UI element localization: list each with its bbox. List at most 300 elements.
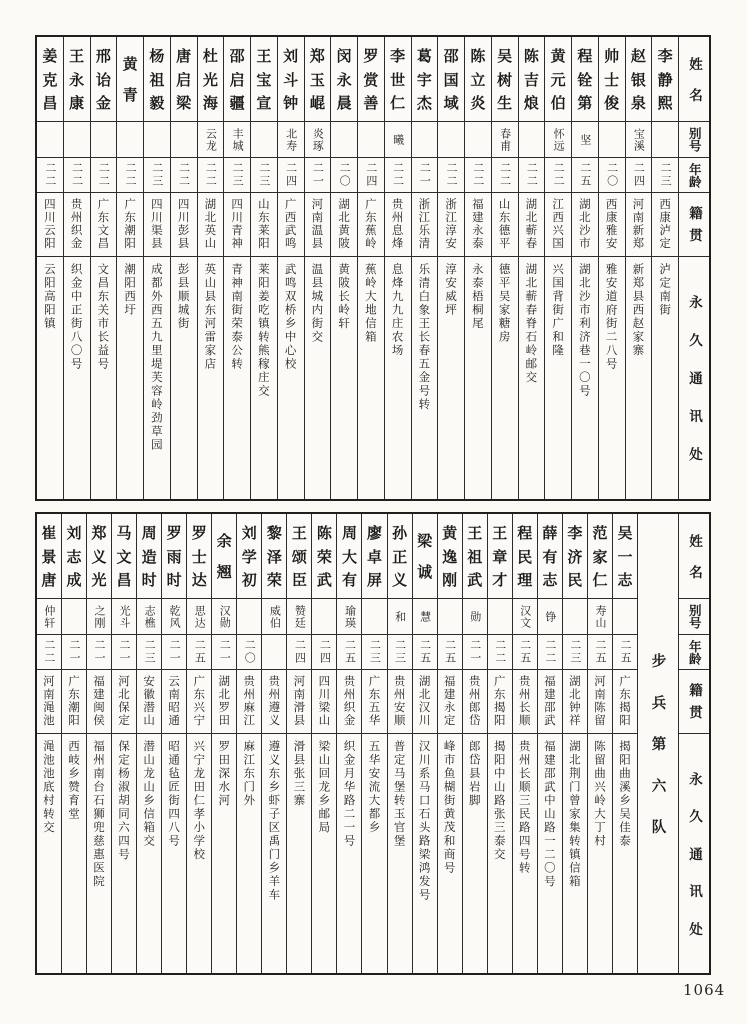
header-name-label: 姓 名 <box>686 57 702 101</box>
person-origin: 湖北汉川 <box>413 669 437 733</box>
person-origin: 贵州遵义 <box>262 669 286 733</box>
person-column <box>387 514 412 973</box>
person-column <box>250 37 277 499</box>
person-name: 唐 启 梁 <box>174 48 193 110</box>
person-column <box>487 514 512 973</box>
person-column <box>437 37 464 499</box>
person-origin: 贵州织金 <box>64 192 90 256</box>
header-origin-label: 籍 贯 <box>679 192 709 256</box>
person-address: 五华安流大都乡 <box>362 733 386 973</box>
person-alias <box>37 121 63 157</box>
person-origin: 西康泸定 <box>652 192 678 256</box>
person-name: 李 世 仁 <box>388 48 407 110</box>
person-origin: 广东兴宁 <box>187 669 211 733</box>
person-alias <box>613 598 637 634</box>
person-address: 青神南街荣泰公转 <box>224 256 250 499</box>
person-name: 葛 宇 杰 <box>414 48 433 110</box>
person-column <box>651 37 678 499</box>
person-column <box>186 514 211 973</box>
person-column <box>223 37 250 499</box>
person-column <box>587 514 612 973</box>
person-address: 福建邵武中山路一二〇号 <box>538 733 562 973</box>
person-column <box>412 514 437 973</box>
person-column <box>143 37 170 499</box>
person-age: 二五 <box>588 634 612 669</box>
person-column <box>136 514 161 973</box>
person-column <box>116 37 143 499</box>
person-alias: 北寿 <box>278 121 304 157</box>
person-alias <box>362 598 386 634</box>
person-column <box>462 514 487 973</box>
person-alias: 志樵 <box>137 598 161 634</box>
person-origin: 广东潮阳 <box>62 669 86 733</box>
person-alias <box>412 121 438 157</box>
person-alias: 光斗 <box>112 598 136 634</box>
person-name: 吴 一 志 <box>615 525 634 587</box>
person-address: 福州南台石狮兜慈惠医院 <box>87 733 111 973</box>
person-age: 二二 <box>519 157 545 192</box>
person-alias <box>62 598 86 634</box>
person-column <box>361 514 386 973</box>
table-bottom-columns <box>37 514 709 973</box>
person-alias <box>488 598 512 634</box>
person-address: 武鸣双桥乡中心校 <box>278 256 304 499</box>
person-alias <box>519 121 545 157</box>
person-name: 程 民 理 <box>515 525 534 587</box>
person-alias <box>438 598 462 634</box>
header-origin-label: 籍 贯 <box>679 669 709 733</box>
person-origin: 浙江乐清 <box>412 192 438 256</box>
person-column <box>437 514 462 973</box>
person-origin: 浙江淳安 <box>438 192 464 256</box>
person-alias <box>563 598 587 634</box>
person-age: 二二 <box>117 157 143 192</box>
person-name: 王 章 才 <box>490 525 509 587</box>
person-alias: 云龙 <box>198 121 224 157</box>
person-address: 云阳高阳镇 <box>37 256 63 499</box>
header-age-label: 年龄 <box>679 157 709 192</box>
person-address: 普定马堡转玉官堡 <box>388 733 412 973</box>
person-name: 范 家 仁 <box>590 525 609 587</box>
person-origin: 山东德平 <box>492 192 518 256</box>
person-address: 泸定南街 <box>652 256 678 499</box>
person-age: 二一 <box>305 157 331 192</box>
person-origin: 湖北英山 <box>198 192 224 256</box>
person-address: 温县城内街交 <box>305 256 331 499</box>
person-origin: 贵州息烽 <box>385 192 411 256</box>
person-age: 二一 <box>212 634 236 669</box>
person-address: 西岐乡赞育堂 <box>62 733 86 973</box>
person-name: 黄 青 <box>120 56 139 102</box>
person-alias <box>465 121 491 157</box>
person-age: 二五 <box>337 634 361 669</box>
person-column <box>464 37 491 499</box>
person-origin: 福建邵武 <box>538 669 562 733</box>
person-column <box>336 514 361 973</box>
person-name: 王 宝 宣 <box>254 48 273 110</box>
person-origin: 四川云阳 <box>37 192 63 256</box>
person-origin: 贵州安顺 <box>388 669 412 733</box>
person-alias: 曦 <box>385 121 411 157</box>
person-column <box>612 514 637 973</box>
person-alias: 汉文 <box>513 598 537 634</box>
person-address: 息烽九九庄农场 <box>385 256 411 499</box>
person-name: 罗 士 达 <box>189 525 208 587</box>
person-name: 周 造 时 <box>139 525 158 587</box>
person-origin: 贵州郎岱 <box>463 669 487 733</box>
person-name: 陈 荣 武 <box>314 525 333 587</box>
person-column <box>63 37 90 499</box>
person-name: 黄 逸 刚 <box>440 525 459 587</box>
header-address-label: 永 久 通 讯 处 <box>679 256 709 499</box>
person-column <box>304 37 331 499</box>
person-column <box>37 37 63 499</box>
person-name: 邵 启 疆 <box>227 48 246 110</box>
person-alias <box>117 121 143 157</box>
register-table-top <box>35 35 711 501</box>
person-age: 二四 <box>278 157 304 192</box>
person-address: 峰市鱼楜街黄茂和商号 <box>438 733 462 973</box>
person-address: 织金中正街八〇号 <box>64 256 90 499</box>
person-name: 廖 卓 屏 <box>365 525 384 587</box>
person-alias: 赞廷 <box>287 598 311 634</box>
person-age: 二〇 <box>237 634 261 669</box>
person-age: 二一 <box>412 157 438 192</box>
person-address: 新郑县西赵家寨 <box>626 256 652 499</box>
person-origin: 西康雅安 <box>599 192 625 256</box>
person-origin: 湖北罗田 <box>212 669 236 733</box>
person-alias: 春甫 <box>492 121 518 157</box>
header-address-label: 永 久 通 讯 处 <box>679 733 709 973</box>
person-alias <box>64 121 90 157</box>
person-age: 二四 <box>312 634 336 669</box>
person-address: 揭阳曲溪乡吴佳泰 <box>613 733 637 973</box>
person-column <box>598 37 625 499</box>
person-origin: 河北保定 <box>112 669 136 733</box>
section-divider-column <box>637 514 678 973</box>
person-age: 二一 <box>463 634 487 669</box>
person-address: 贵州长顺三民路四号转 <box>513 733 537 973</box>
person-name: 余 翘 <box>214 533 233 579</box>
person-column <box>625 37 652 499</box>
person-age: 二五 <box>187 634 211 669</box>
person-address: 乐清白象王长春五金号转 <box>412 256 438 499</box>
person-age: 二四 <box>358 157 384 192</box>
person-column <box>111 514 136 973</box>
person-alias <box>358 121 384 157</box>
person-name: 王 祖 武 <box>465 525 484 587</box>
person-name: 刘 志 成 <box>64 525 83 587</box>
person-address: 梁山回龙乡邮局 <box>312 733 336 973</box>
person-column <box>311 514 336 973</box>
page-number: 1064 <box>683 981 726 999</box>
person-age: 二〇 <box>331 157 357 192</box>
person-origin: 河南新郑 <box>626 192 652 256</box>
person-age: 二五 <box>438 634 462 669</box>
header-name-label: 姓 名 <box>686 534 702 578</box>
person-name: 罗 雨 时 <box>164 525 183 587</box>
person-address: 兴宁龙田仁孝小学校 <box>187 733 211 973</box>
person-address: 渑池池底村转交 <box>37 733 61 973</box>
person-column <box>261 514 286 973</box>
person-age: 二五 <box>513 634 537 669</box>
person-alias: 威伯 <box>262 598 286 634</box>
person-age: 二二 <box>465 157 491 192</box>
register-table-bottom <box>35 512 711 975</box>
person-origin: 河南渑池 <box>37 669 61 733</box>
person-alias: 瑜瑛 <box>337 598 361 634</box>
person-origin: 福建永泰 <box>465 192 491 256</box>
person-name: 赵 银 泉 <box>628 48 647 110</box>
person-alias: 坚 <box>572 121 598 157</box>
person-name: 邢 诒 金 <box>93 48 112 110</box>
person-name: 梁 诚 <box>415 533 434 579</box>
person-column <box>571 37 598 499</box>
table-top-columns <box>37 37 709 499</box>
person-address: 湖北蕲春脊石岭邮交 <box>519 256 545 499</box>
person-alias: 慧 <box>413 598 437 634</box>
person-name: 王 永 康 <box>67 48 86 110</box>
person-name: 崔 景 唐 <box>39 525 58 587</box>
person-alias <box>652 121 678 157</box>
person-name: 刘 斗 钟 <box>281 48 300 110</box>
person-origin: 贵州麻江 <box>237 669 261 733</box>
person-alias: 之刚 <box>87 598 111 634</box>
person-alias <box>312 598 336 634</box>
person-address: 陈留曲兴岭大丁村 <box>588 733 612 973</box>
person-address: 昭通毡匠街四八号 <box>162 733 186 973</box>
person-origin: 湖北蕲春 <box>519 192 545 256</box>
person-name: 杜 光 海 <box>200 48 219 110</box>
person-address: 罗田深水河 <box>212 733 236 973</box>
person-address: 麻江东门外 <box>237 733 261 973</box>
person-address: 郎岱县岩脚 <box>463 733 487 973</box>
person-address: 潜山龙山乡信箱交 <box>137 733 161 973</box>
person-origin: 湖北沙市 <box>572 192 598 256</box>
person-alias: 仲轩 <box>37 598 61 634</box>
person-name: 程 铨 第 <box>575 48 594 110</box>
person-name: 周 大 有 <box>339 525 358 587</box>
header-age-label: 年龄 <box>679 634 709 669</box>
person-name: 姜 克 昌 <box>40 48 59 110</box>
person-name: 郑 玉 崐 <box>307 48 326 110</box>
person-origin: 河南陈留 <box>588 669 612 733</box>
person-name: 吴 树 生 <box>495 48 514 110</box>
person-age <box>262 634 286 669</box>
person-alias: 铮 <box>538 598 562 634</box>
person-column <box>384 37 411 499</box>
person-name: 马 文 昌 <box>114 525 133 587</box>
person-origin: 四川彭县 <box>171 192 197 256</box>
person-name: 罗 赏 善 <box>361 48 380 110</box>
person-name: 杨 祖 毅 <box>147 48 166 110</box>
person-address: 英山县东河雷家店 <box>198 256 224 499</box>
person-column <box>491 37 518 499</box>
person-origin: 安徽潜山 <box>137 669 161 733</box>
person-origin: 广东揭阳 <box>613 669 637 733</box>
person-column <box>90 37 117 499</box>
person-origin: 江西兴国 <box>545 192 571 256</box>
person-alias <box>599 121 625 157</box>
person-origin: 广西武鸣 <box>278 192 304 256</box>
person-address: 遵义东乡虾子区禹门乡羊车 <box>262 733 286 973</box>
person-age: 二二 <box>91 157 117 192</box>
person-origin: 四川梁山 <box>312 669 336 733</box>
person-origin: 广东揭阳 <box>488 669 512 733</box>
person-column <box>544 37 571 499</box>
person-name: 邵 国 域 <box>441 48 460 110</box>
table-bottom-header-column <box>678 514 709 973</box>
person-age: 二二 <box>171 157 197 192</box>
person-age: 二四 <box>287 634 311 669</box>
person-address: 雅安道府街二八号 <box>599 256 625 499</box>
person-origin: 福建永定 <box>438 669 462 733</box>
person-origin: 四川渠县 <box>144 192 170 256</box>
person-age: 二五 <box>613 634 637 669</box>
person-alias <box>251 121 277 157</box>
person-column <box>330 37 357 499</box>
person-origin: 河南滑县 <box>287 669 311 733</box>
person-age: 二二 <box>385 157 411 192</box>
header-alias-label: 别号 <box>679 598 709 634</box>
section-label: 步 兵 第 六 队 <box>649 653 667 834</box>
person-column <box>357 37 384 499</box>
person-name: 王 颂 臣 <box>289 525 308 587</box>
person-origin: 云南昭通 <box>162 669 186 733</box>
person-address: 蕉岭大地信箱 <box>358 256 384 499</box>
person-age: 二二 <box>64 157 90 192</box>
person-name: 孙 正 义 <box>390 525 409 587</box>
person-alias <box>438 121 464 157</box>
person-alias: 宝溪 <box>626 121 652 157</box>
person-age: 二二 <box>488 634 512 669</box>
person-origin: 贵州长顺 <box>513 669 537 733</box>
person-age: 二二 <box>37 634 61 669</box>
person-name: 薛 有 志 <box>540 525 559 587</box>
person-name: 陈 立 炎 <box>468 48 487 110</box>
person-age: 二四 <box>626 157 652 192</box>
person-age: 二二 <box>492 157 518 192</box>
person-column <box>211 514 236 973</box>
person-origin: 湖北黄陂 <box>331 192 357 256</box>
person-column <box>518 37 545 499</box>
person-address: 彭县顺城街 <box>171 256 197 499</box>
person-alias: 汉勋 <box>212 598 236 634</box>
person-age: 二三 <box>563 634 587 669</box>
person-origin: 贵州织金 <box>337 669 361 733</box>
person-origin: 广东文昌 <box>91 192 117 256</box>
person-origin: 广东五华 <box>362 669 386 733</box>
person-origin: 四川青神 <box>224 192 250 256</box>
person-alias: 丰城 <box>224 121 250 157</box>
person-alias: 怀远 <box>545 121 571 157</box>
person-column <box>512 514 537 973</box>
person-address: 滑县张三寨 <box>287 733 311 973</box>
person-age: 二三 <box>652 157 678 192</box>
person-alias <box>331 121 357 157</box>
person-age: 二五 <box>572 157 598 192</box>
person-origin: 广东蕉岭 <box>358 192 384 256</box>
person-column <box>86 514 111 973</box>
person-name: 黄 元 伯 <box>548 48 567 110</box>
person-address: 兴国背街广和隆 <box>545 256 571 499</box>
person-name: 闵 永 晨 <box>334 48 353 110</box>
person-alias: 和 <box>388 598 412 634</box>
person-age: 二一 <box>112 634 136 669</box>
person-origin: 广东潮阳 <box>117 192 143 256</box>
person-address: 汉川系马口石头路梁鸿发号 <box>413 733 437 973</box>
person-alias: 思达 <box>187 598 211 634</box>
person-age: 二一 <box>87 634 111 669</box>
person-age: 二三 <box>388 634 412 669</box>
person-column <box>411 37 438 499</box>
person-name: 帅 士 俊 <box>602 48 621 110</box>
person-age: 二二 <box>538 634 562 669</box>
person-column <box>537 514 562 973</box>
person-name: 郑 义 光 <box>89 525 108 587</box>
person-age: 二三 <box>251 157 277 192</box>
person-age: 二一 <box>162 634 186 669</box>
person-address: 莱阳姜吃镇转熊稼庄交 <box>251 256 277 499</box>
person-age: 二〇 <box>599 157 625 192</box>
person-address: 文昌东关市长益号 <box>91 256 117 499</box>
person-age: 二一 <box>62 634 86 669</box>
person-origin: 山东莱阳 <box>251 192 277 256</box>
table-top-header-column <box>678 37 709 499</box>
person-address: 潮阳西圩 <box>117 256 143 499</box>
person-alias <box>144 121 170 157</box>
person-address: 织金月华路二一号 <box>337 733 361 973</box>
person-column <box>277 37 304 499</box>
person-column <box>61 514 86 973</box>
person-name: 黎 泽 荣 <box>264 525 283 587</box>
person-column <box>286 514 311 973</box>
person-age: 二三 <box>362 634 386 669</box>
person-age: 二二 <box>198 157 224 192</box>
person-column <box>236 514 261 973</box>
person-age: 二二 <box>37 157 63 192</box>
person-column <box>562 514 587 973</box>
person-address: 德平吴家糖房 <box>492 256 518 499</box>
person-address: 成都外西五九里堤芙容岭劲草园 <box>144 256 170 499</box>
person-origin: 河南温县 <box>305 192 331 256</box>
person-name: 陈 吉 烺 <box>521 48 540 110</box>
person-age: 二二 <box>545 157 571 192</box>
person-column <box>161 514 186 973</box>
person-column <box>197 37 224 499</box>
person-address: 揭阳中山路张三泰交 <box>488 733 512 973</box>
person-column <box>170 37 197 499</box>
person-address: 湖北沙市利济巷一〇号 <box>572 256 598 499</box>
person-name: 李 济 民 <box>565 525 584 587</box>
person-alias: 乾风 <box>162 598 186 634</box>
person-alias: 炎琢 <box>305 121 331 157</box>
person-address: 湖北荆门曾家集转镇信箱 <box>563 733 587 973</box>
person-address: 保定杨淑胡同六四号 <box>112 733 136 973</box>
person-age: 二二 <box>438 157 464 192</box>
person-column <box>37 514 61 973</box>
person-address: 永泰梧桐尾 <box>465 256 491 499</box>
person-alias <box>237 598 261 634</box>
header-alias-label: 别号 <box>679 121 709 157</box>
person-age: 二三 <box>224 157 250 192</box>
person-age: 二五 <box>413 634 437 669</box>
person-alias <box>171 121 197 157</box>
person-age: 二三 <box>137 634 161 669</box>
person-alias <box>91 121 117 157</box>
person-age: 二三 <box>144 157 170 192</box>
person-address: 淳安威坪 <box>438 256 464 499</box>
